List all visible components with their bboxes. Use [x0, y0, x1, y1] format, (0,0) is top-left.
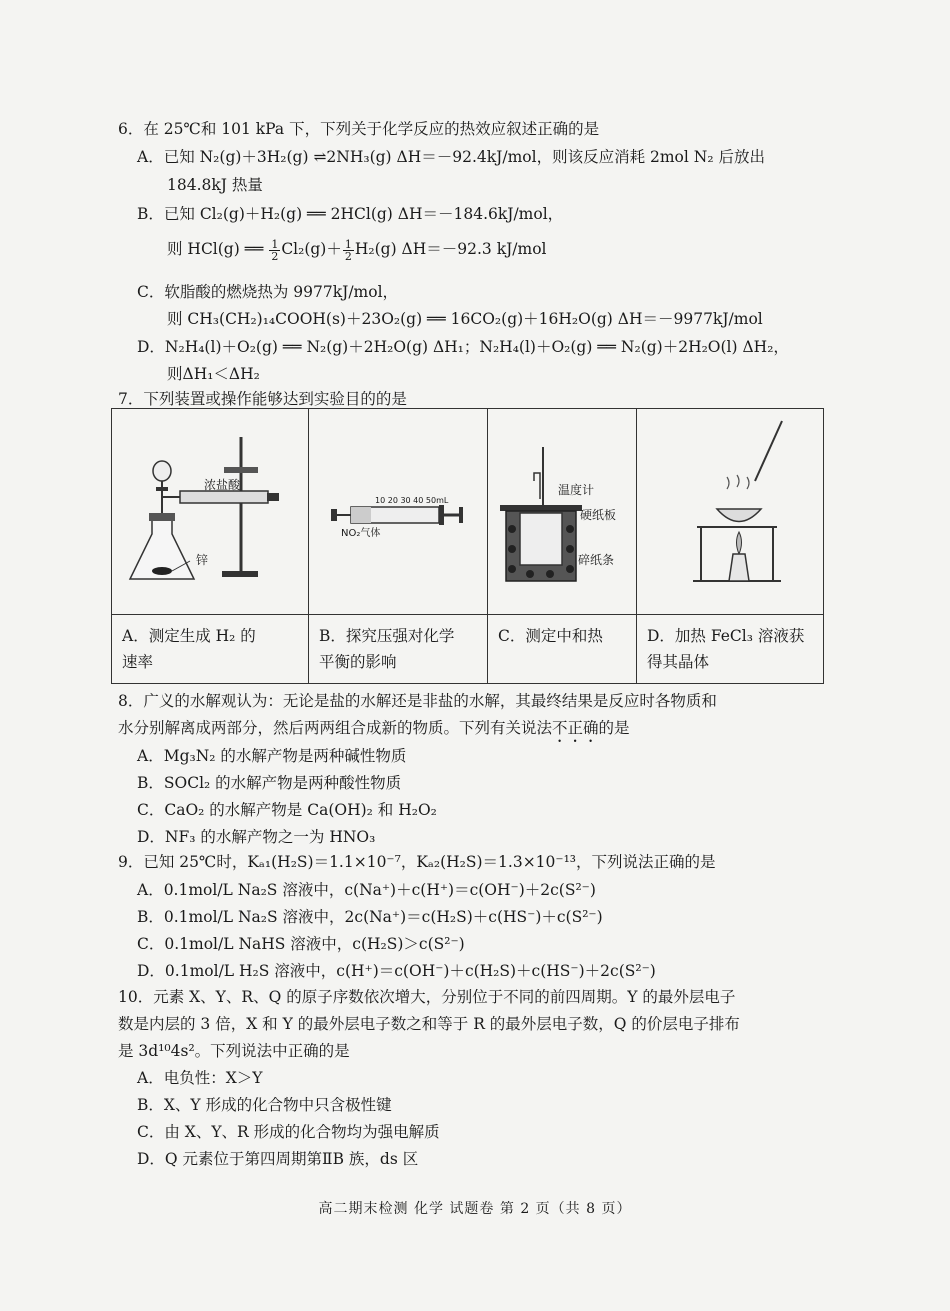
- caption-d-line1: D．加热 FeCl₃ 溶液获: [647, 627, 805, 645]
- label-no2-gas: NO₂气体: [341, 528, 381, 539]
- q9-option-d: D．0.1mol/L H₂S 溶液中，c(H⁺)＝c(OH⁻)＋c(H₂S)＋c(HS⁻)＋2c(S²⁻): [137, 962, 656, 980]
- q8-stem-2: [118, 717, 630, 746]
- q6-option-d: D．N₂H₄(l)＋O₂(g) ══ N₂(g)＋2H₂O(g) ΔH₁；N₂H₄(l)＋O₂(g) ══ N₂(g)＋2H₂O(l) ΔH₂，: [137, 338, 789, 356]
- q10-option-c: C．由 X、Y、R 形成的化合物均为强电解质: [137, 1123, 440, 1141]
- label-syringe-scale: 10 20 30 40 50mL: [375, 496, 449, 505]
- q8-option-a: A．Mg₃N₂ 的水解产物是两种碱性物质: [137, 747, 407, 765]
- q6-stem: 6．在 25℃和 101 kPa 下，下列关于化学反应的热效应叙述正确的是: [118, 120, 600, 138]
- q8-stem2-pre: 水分别解离成两部分，然后两两组合成新的物质。下列有关说法: [118, 719, 553, 737]
- q9-option-a: A．0.1mol/L Na₂S 溶液中，c(Na⁺)＋c(H⁺)＝c(OH⁻)＋2c(S²⁻): [137, 881, 596, 899]
- label-paper-scraps: 碎纸条: [578, 553, 615, 567]
- apparatus-c-cell: [488, 409, 637, 615]
- q8-option-d: D．NF₃ 的水解产物之一为 HNO₃: [137, 828, 376, 846]
- fraction-half: [269, 239, 280, 262]
- caption-b-line2: 平衡的影响: [319, 653, 397, 671]
- frac-num: 1: [271, 237, 279, 251]
- q6-b-mid: Cl₂(g)＋: [281, 240, 342, 258]
- label-conc-hcl: 浓盐酸: [204, 478, 241, 492]
- label-zinc: 锌: [196, 553, 209, 567]
- frac-den: 2: [271, 249, 279, 263]
- apparatus-a-drawing: [112, 409, 308, 614]
- caption-b: [309, 615, 488, 684]
- caption-a-line2: 速率: [122, 653, 154, 671]
- q6-option-b-cont: [167, 238, 547, 262]
- frac-num: 1: [344, 237, 352, 251]
- q8-option-b: B．SOCl₂ 的水解产物是两种酸性物质: [137, 774, 402, 792]
- q9-option-c: C．0.1mol/L NaHS 溶液中，c(H₂S)＞c(S²⁻): [137, 935, 465, 953]
- caption-b-line1: B．探究压强对化学: [319, 627, 455, 645]
- q8-stem-1: 8．广义的水解观认为：无论是盐的水解还是非盐的水解，其最终结果是反应时各物质和: [118, 692, 717, 710]
- experiment-table: [111, 408, 824, 684]
- q6-b-post: H₂(g) ΔH＝－92.3 kJ/mol: [354, 240, 547, 258]
- q9-stem: 9．已知 25℃时，Kₐ₁(H₂S)＝1.1×10⁻⁷，Kₐ₂(H₂S)＝1.3×10⁻¹³，下列说法正确的是: [118, 853, 716, 871]
- q6-option-c-cont: 则 CH₃(CH₂)₁₄COOH(s)＋23O₂(g) ══ 16CO₂(g)＋16H₂O(g) ΔH＝－9977kJ/mol: [167, 310, 763, 328]
- caption-c: [488, 615, 637, 684]
- caption-c-line1: C．测定中和热: [498, 627, 603, 645]
- caption-a-line1: A．测定生成 H₂ 的: [122, 627, 256, 645]
- q10-option-a: A．电负性：X＞Y: [137, 1069, 263, 1087]
- apparatus-b-cell: [309, 409, 488, 615]
- fraction-half: [343, 239, 354, 262]
- q10-stem-1: 10．元素 X、Y、R、Q 的原子序数依次增大，分别位于不同的前四周期。Y 的最外层电子: [118, 988, 736, 1006]
- q6-option-a: A．已知 N₂(g)＋3H₂(g) ⇌2NH₃(g) ΔH＝－92.4kJ/mol，则该反应消耗 2mol N₂ 后放出: [137, 148, 765, 166]
- frac-den: 2: [344, 249, 352, 263]
- q6-option-a-cont: 184.8kJ 热量: [167, 176, 263, 194]
- caption-d-line2: 得其晶体: [647, 653, 710, 671]
- apparatus-d-drawing: [637, 409, 823, 614]
- q6-option-b: B．已知 Cl₂(g)＋H₂(g) ══ 2HCl(g) ΔH＝－184.6kJ/mol，: [137, 205, 564, 223]
- q8-emphasis-not-correct: 不正确: [552, 719, 599, 737]
- q8-option-c: C．CaO₂ 的水解产物是 Ca(OH)₂ 和 H₂O₂: [137, 801, 437, 819]
- q9-option-b: B．0.1mol/L Na₂S 溶液中，2c(Na⁺)＝c(H₂S)＋c(HS⁻)＋c(S²⁻): [137, 908, 603, 926]
- apparatus-d-cell: [637, 409, 824, 615]
- caption-a: [112, 615, 309, 684]
- q6-b-pre: 则 HCl(g) ══: [167, 240, 264, 258]
- q10-stem-2: 数是内层的 3 倍，X 和 Y 的最外层电子数之和等于 R 的最外层电子数，Q 的价层电子排布: [118, 1015, 740, 1033]
- q6-option-c: C．软脂酸的燃烧热为 9977kJ/mol，: [137, 283, 399, 301]
- page-footer: 高二期末检测 化学 试题卷 第 2 页（共 8 页）: [318, 1201, 632, 1217]
- q6-option-d-cont: 则ΔH₁＜ΔH₂: [167, 365, 260, 383]
- q8-stem2-post: 的是: [598, 719, 630, 737]
- q10-option-b: B．X、Y 形成的化合物中只含极性键: [137, 1096, 392, 1114]
- apparatus-a-cell: [112, 409, 309, 615]
- q7-stem: 7．下列装置或操作能够达到实验目的的是: [118, 390, 407, 408]
- label-cardboard: 硬纸板: [580, 508, 617, 522]
- caption-d: [637, 615, 824, 684]
- label-thermometer: 温度计: [558, 483, 595, 497]
- q10-stem-3: 是 3d¹⁰4s²。下列说法中正确的是: [118, 1042, 350, 1060]
- q10-option-d: D．Q 元素位于第四周期第ⅡB 族，ds 区: [137, 1150, 419, 1168]
